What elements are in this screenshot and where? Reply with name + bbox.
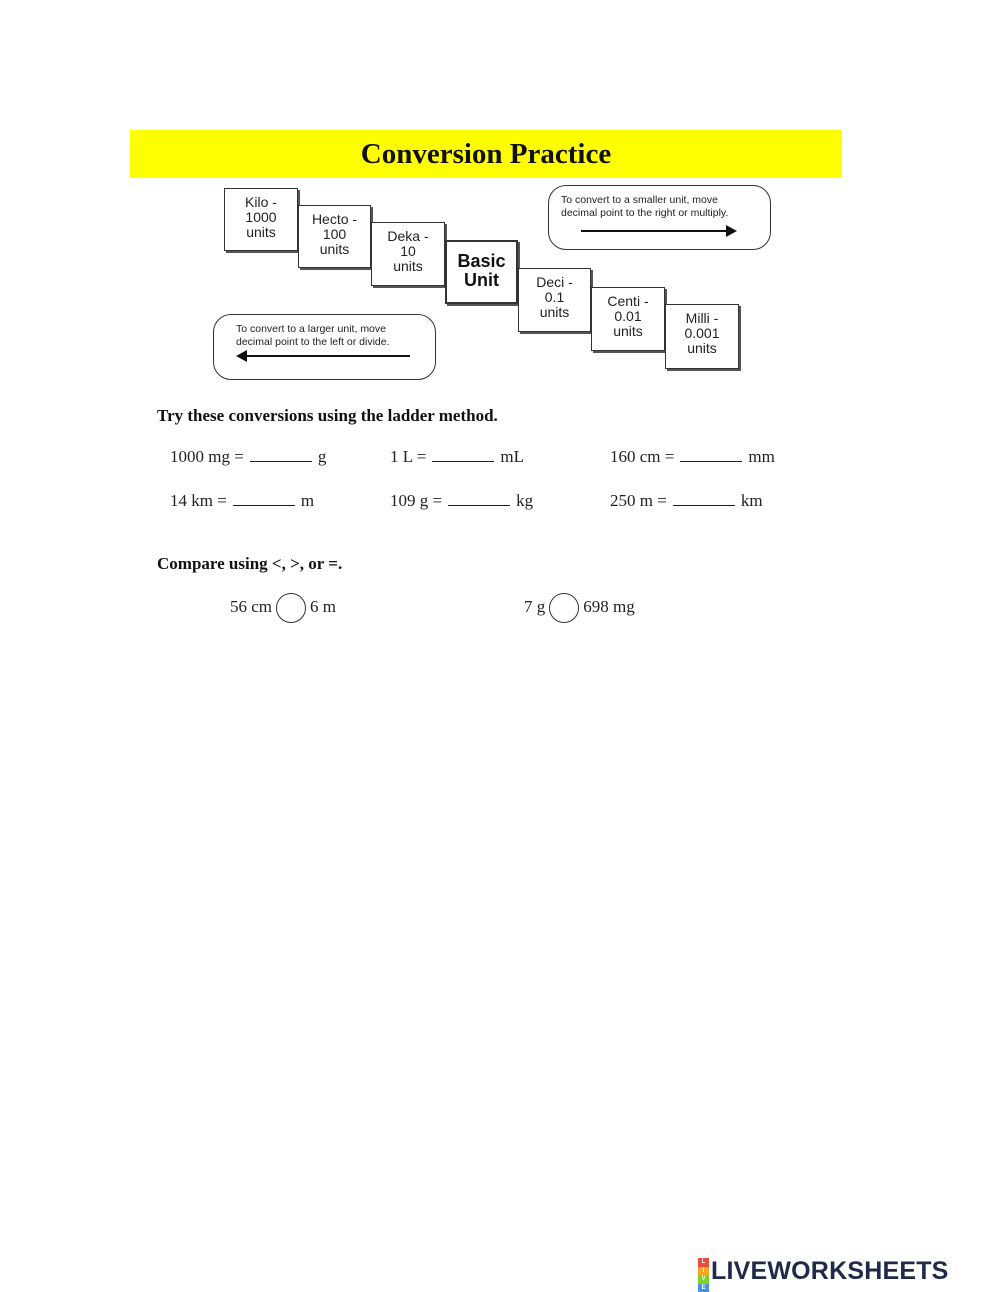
step-line: 1000 [245, 209, 277, 225]
answer-blank[interactable] [250, 446, 312, 462]
problem-unit: m [300, 491, 315, 510]
step-line: units [246, 224, 276, 240]
ladder-step-basic-unit [445, 240, 518, 304]
problem-unit: km [740, 491, 763, 510]
conversion-problem [390, 490, 533, 511]
note-smaller-unit [548, 185, 771, 250]
step-line: Centi - [607, 293, 649, 309]
answer-blank[interactable] [673, 490, 735, 506]
problem-unit: mL [500, 447, 524, 466]
step-line: units [539, 304, 570, 320]
compare-circle[interactable] [549, 593, 579, 623]
step-line: units [319, 241, 350, 257]
problem-left: 1 L = [390, 447, 427, 466]
step-line: units [393, 258, 423, 274]
conversions-heading: Try these conversions using the ladder method. [157, 406, 498, 425]
step-line: 0.001 [684, 325, 720, 341]
logo-letter: V [698, 1275, 709, 1284]
ladder-step-centi [591, 287, 665, 351]
step-line: Deka - [387, 228, 429, 244]
problem-unit: kg [516, 491, 534, 510]
page-title: Conversion Practice [360, 137, 612, 170]
compare-right: 6 m [310, 596, 337, 616]
logo-letter: I [698, 1267, 709, 1276]
step-line: 0.1 [544, 289, 565, 305]
conversion-problem [170, 490, 314, 511]
compare-left: 7 g [524, 596, 546, 616]
liveworksheets-logo[interactable] [698, 1256, 949, 1291]
problem-unit: mm [748, 447, 775, 466]
ladder-step-deka [371, 222, 445, 286]
ladder-step-hecto [298, 205, 371, 268]
answer-blank[interactable] [233, 490, 295, 506]
step-line: Deci - [536, 274, 573, 290]
answer-blank[interactable] [432, 446, 494, 462]
step-line: Basic [457, 251, 506, 271]
problem-unit: g [317, 447, 327, 466]
logo-letter: L [698, 1258, 709, 1267]
brand-name: LIVEWORKSHEETS [711, 1256, 949, 1285]
note-line: decimal point to the right or multiply. [561, 207, 729, 219]
step-line: Kilo - [245, 194, 277, 210]
problem-left: 250 m = [610, 491, 667, 510]
ladder-step-kilo [224, 188, 298, 251]
answer-blank[interactable] [680, 446, 742, 462]
note-line: To convert to a smaller unit, move [561, 194, 718, 206]
problem-left: 109 g = [390, 491, 443, 510]
note-larger-unit [213, 314, 436, 380]
compare-right: 698 mg [583, 596, 635, 616]
step-line: units [687, 340, 717, 356]
liveworksheets-icon [698, 1258, 709, 1291]
step-line: Unit [464, 270, 499, 290]
compare-item [524, 593, 635, 623]
conversion-problem [170, 446, 326, 467]
step-line: 10 [400, 243, 416, 259]
conversion-problem [610, 446, 775, 467]
step-line: Milli - [685, 310, 719, 326]
problem-left: 160 cm = [610, 447, 675, 466]
compare-circle[interactable] [276, 593, 306, 623]
step-line: units [613, 323, 643, 339]
ladder-step-deci [518, 268, 591, 332]
conversion-problem [610, 490, 763, 511]
answer-blank[interactable] [448, 490, 510, 506]
note-line: decimal point to the left or divide. [236, 336, 390, 348]
arrow-right-icon [581, 230, 735, 232]
ladder-step-milli [665, 304, 739, 369]
compare-left: 56 cm [230, 596, 273, 616]
step-line: 100 [322, 226, 347, 242]
note-line: To convert to a larger unit, move [236, 323, 386, 335]
logo-letter: E [698, 1284, 709, 1292]
compare-heading: Compare using <, >, or =. [157, 554, 343, 573]
title-banner [130, 130, 842, 178]
step-line: Hecto - [311, 211, 358, 227]
compare-item [230, 593, 336, 623]
step-line: 0.01 [614, 308, 642, 324]
problem-left: 1000 mg = [170, 447, 244, 466]
problem-left: 14 km = [170, 491, 227, 510]
conversion-problem [390, 446, 524, 467]
arrow-left-icon [238, 355, 410, 357]
